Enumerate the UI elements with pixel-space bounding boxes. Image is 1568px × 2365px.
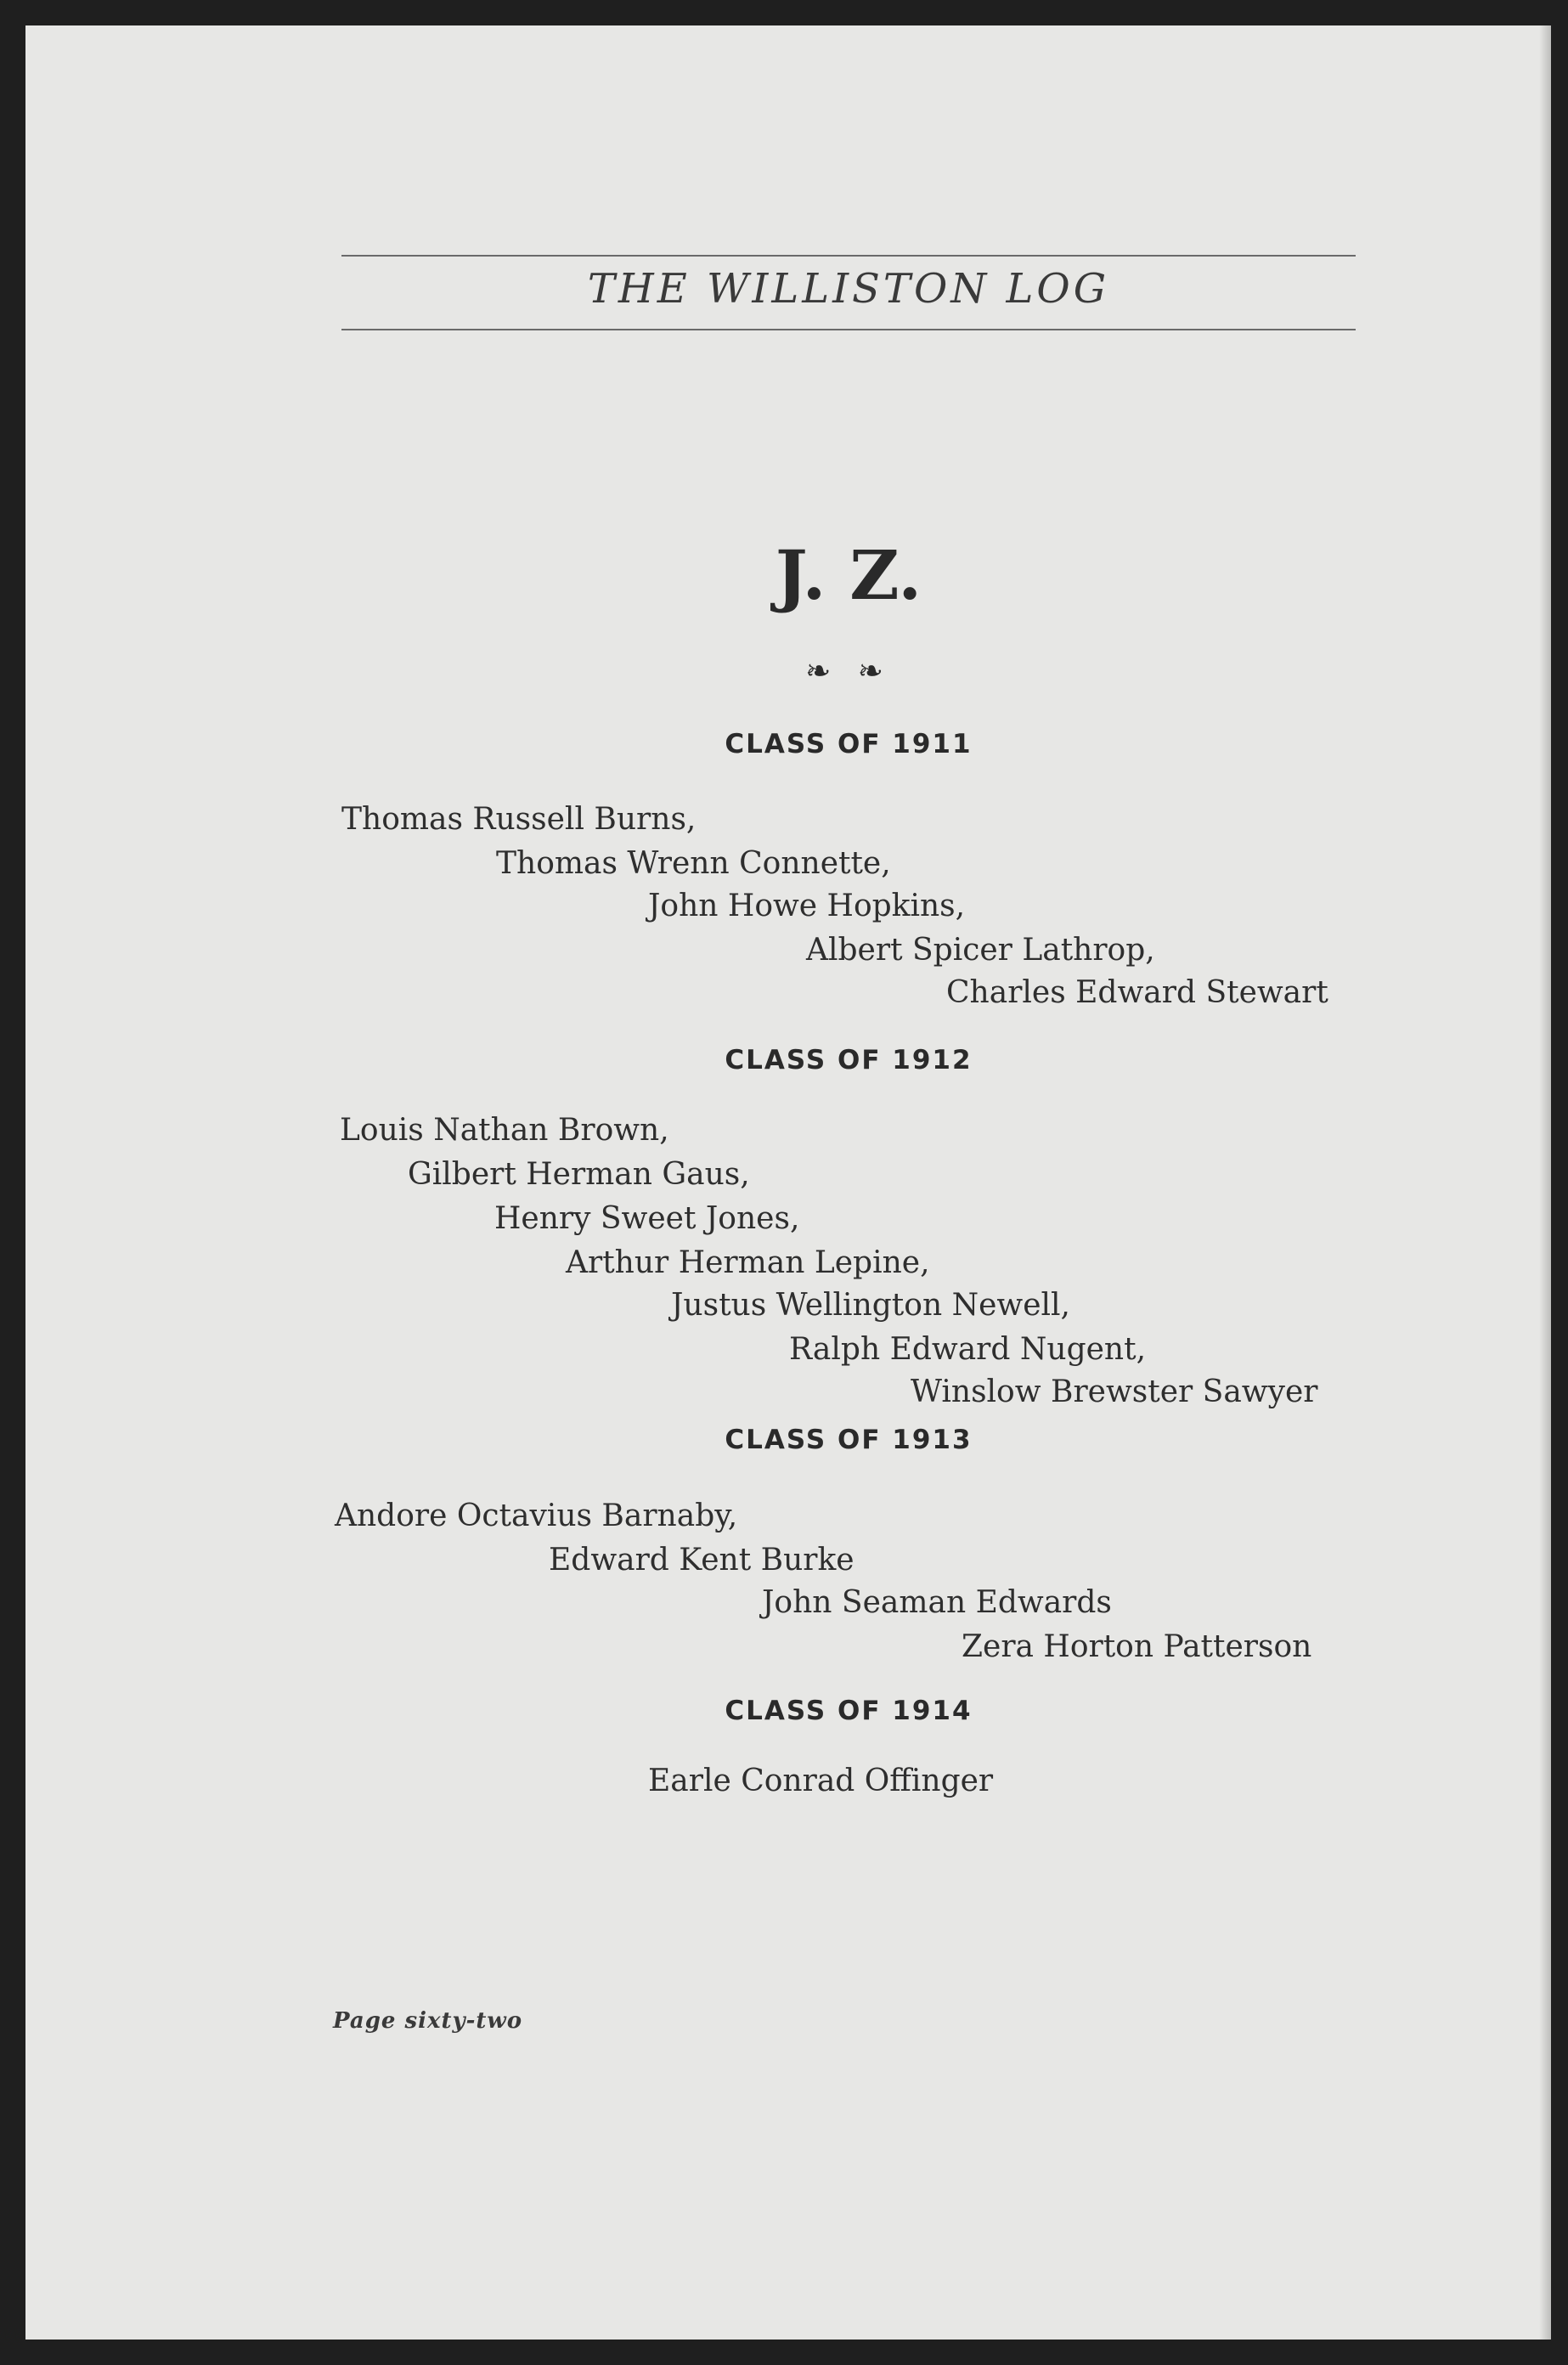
member-name: Andore Octavius Barnaby, [335, 1499, 738, 1533]
member-name: Louis Nathan Brown, [340, 1113, 669, 1148]
class-heading-1912: CLASS OF 1912 [725, 1045, 973, 1075]
document-page [25, 25, 1551, 2340]
member-name: Zera Horton Patterson [962, 1629, 1312, 1664]
member-name: Edward Kent Burke [549, 1543, 855, 1578]
member-name: Gilbert Herman Gaus, [408, 1157, 750, 1192]
class-heading-1911: CLASS OF 1911 [725, 729, 973, 759]
page-number-label: Page sixty-two [333, 2008, 523, 2034]
member-name: Earle Conrad Offinger [648, 1764, 994, 1798]
member-name: Henry Sweet Jones, [494, 1201, 800, 1236]
header-rule-bottom [341, 329, 1356, 330]
header-rule-top [341, 255, 1356, 257]
member-name: Winslow Brewster Sawyer [911, 1374, 1318, 1409]
member-name: Arthur Herman Lepine, [566, 1245, 930, 1280]
member-name: Thomas Russell Burns, [341, 802, 697, 837]
member-name: Albert Spicer Lathrop, [806, 933, 1155, 968]
member-name: Charles Edward Stewart [946, 975, 1328, 1010]
member-name: Ralph Edward Nugent, [789, 1332, 1147, 1367]
class-heading-1914: CLASS OF 1914 [725, 1696, 973, 1726]
running-header-title: THE WILLISTON LOG [587, 265, 1110, 313]
page-spine-shadow [1539, 25, 1551, 2340]
society-monogram: J. Z. [775, 535, 922, 615]
class-heading-1913: CLASS OF 1913 [725, 1425, 973, 1455]
member-name: Thomas Wrenn Connette, [496, 846, 891, 881]
ornament-icon: ❧ ❧ [805, 654, 892, 689]
member-name: Justus Wellington Newell, [671, 1288, 1070, 1323]
member-name: John Seaman Edwards [762, 1585, 1112, 1620]
member-name: John Howe Hopkins, [648, 889, 966, 923]
